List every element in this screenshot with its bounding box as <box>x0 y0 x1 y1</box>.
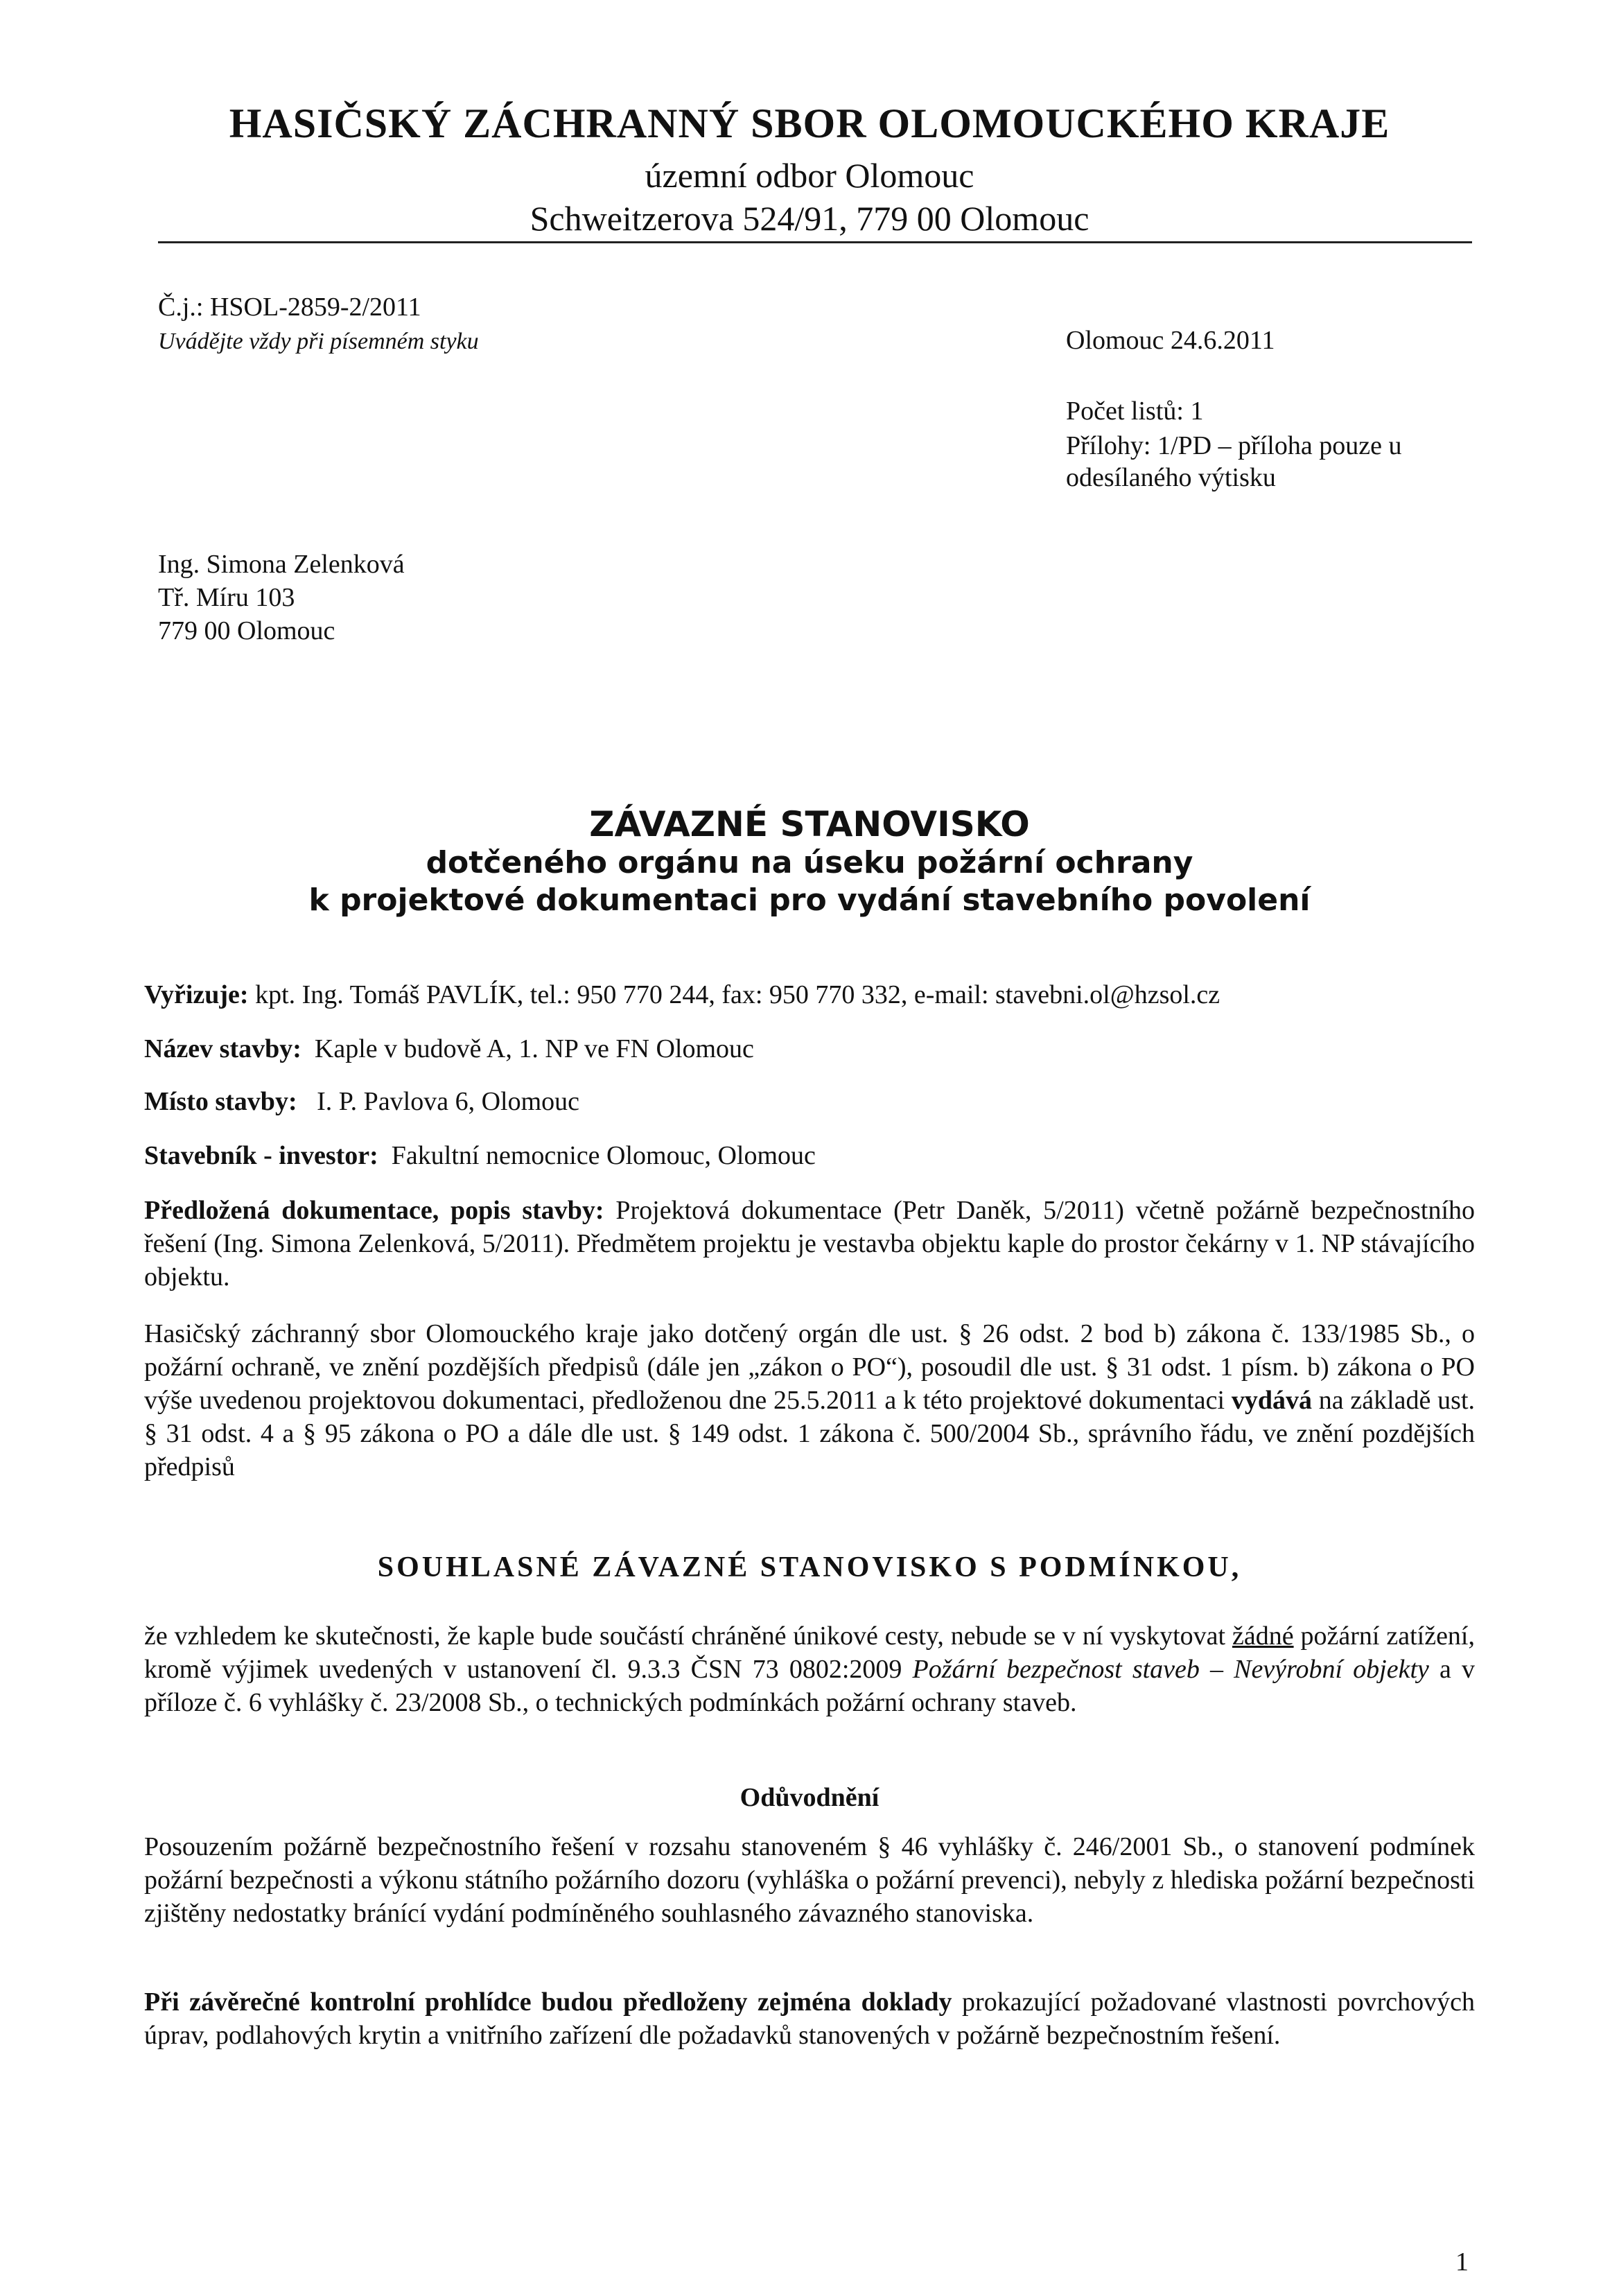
attachments: Přílohy: 1/PD – příloha pouze u odesílaného výtisku <box>1066 431 1402 492</box>
handler-value: kpt. Ing. Tomáš PAVLÍK, tel.: 950 770 244, fax: 950 770 332, e-mail: stavebni.ol@hzsol.cz <box>255 980 1220 1009</box>
building-site-line <box>144 1086 1475 1117</box>
legal-basis-text-b: na základě ust. § 31 odst. 4 a § 95 zákona o PO a dále dle ust. § 149 odst. 1 zákona č. 500/2004 Sb., správního řádu, ve znění pozdějších předpisů <box>144 1386 1476 1481</box>
title-line-2: dotčeného orgánu na úseku požární ochrany <box>426 845 1193 880</box>
legal-basis-issues: vydává <box>1231 1386 1312 1415</box>
justification-paragraph: Posouzením požárně bezpečnostního řešení v rozsahu stanoveném § 46 vyhlášky č. 246/2001 Sb., o stanovení podmínek požární bezpečnosti a výkonu státního požárního dozoru (vyhláška o požární prevenci), nebyly z hlediska požární bezpečnosti zjištěny nedostatky bránící vydání podmíněného souhlasného závazného stanoviska. <box>144 1832 1475 1928</box>
condition-paragraph <box>144 1619 1475 1719</box>
handler-label: Vyřizuje: <box>144 980 249 1009</box>
legal-basis-paragraph <box>144 1317 1475 1484</box>
organization-address: Schweitzerova 524/91, 779 00 Olomouc <box>530 199 1089 238</box>
condition-underlined: žádné <box>1232 1621 1294 1651</box>
documentation-text: Projektová dokumentace (Petr Daněk, 5/2011) včetně požárně bezpečnostního řešení (Ing. Simona Zelenková, 5/2011). Předmětem projektu je vestavba objektu kaple do prostor čekárny v 1. NP stávajícího objektu. <box>144 1196 1475 1292</box>
organization-department: územní odbor Olomouc <box>645 156 974 195</box>
recipient-name: Ing. Simona Zelenková <box>158 550 405 579</box>
documentation-label: Předložená dokumentace, popis stavby: <box>144 1196 604 1225</box>
organization-name: HASIČSKÝ ZÁCHRANNÝ SBOR OLOMOUCKÉHO KRAJE <box>229 101 1390 146</box>
final-inspection-bold: Při závěrečné kontrolní prohlídce budou předloženy zejména doklady <box>144 1988 952 2017</box>
final-inspection-paragraph <box>144 1985 1475 2052</box>
investor-line <box>144 1140 1475 1172</box>
condition-text-b: požární zatížení, kromě výjimek uvedených v ustanovení čl. 9.3.3 ČSN 73 0802:2009 <box>144 1621 1475 1684</box>
sheet-count: Počet listů: 1 <box>1066 397 1204 426</box>
legal-basis-text-a: Hasičský záchranný sbor Olomouckého kraje jako dotčený orgán dle ust. § 26 odst. 2 bod b) zákona č. 133/1985 Sb., o požární ochraně, ve znění pozdějších předpisů (dále jen „zákon o PO“), posoudil dle ust. § 31 odst. 1 písm. b) zákona o PO výše uvedenou projektovou dokumentaci, předloženou dne 25.5.2011 a k této projektové dokumentaci <box>144 1319 1475 1415</box>
final-inspection-text: prokazující požadované vlastnosti povrchových úprav, podlahových krytin a vnitřního zařízení dle požadavků stanovených v požárně bezpečnostním řešení. <box>144 1988 1476 2050</box>
decision-heading: SOUHLASNÉ ZÁVAZNÉ STANOVISKO S PODMÍNKOU, <box>377 1551 1242 1583</box>
document-date: Olomouc 24.6.2011 <box>1066 326 1275 355</box>
recipient-city: 779 00 Olomouc <box>158 616 335 645</box>
building-label: Název stavby: <box>144 1034 301 1063</box>
investor-label: Stavebník - investor: <box>144 1141 378 1170</box>
reference-note: Uvádějte vždy při písemném styku <box>158 329 479 354</box>
page-number: 1 <box>1455 2247 1469 2277</box>
handler-line <box>144 979 1475 1011</box>
building-name-line <box>144 1033 1475 1065</box>
title-line-3: k projektové dokumentaci pro vydání stavebního povolení <box>308 882 1311 918</box>
condition-text-c: a v příloze č. 6 vyhlášky č. 23/2008 Sb., o technických podmínkách požární ochrany staveb. <box>144 1655 1475 1717</box>
site-value: I. P. Pavlova 6, Olomouc <box>317 1087 580 1116</box>
investor-value: Fakultní nemocnice Olomouc, Olomouc <box>391 1141 816 1170</box>
building-value: Kaple v budově A, 1. NP ve FN Olomouc <box>314 1034 754 1063</box>
recipient-street: Tř. Míru 103 <box>158 583 295 612</box>
condition-text-a: že vzhledem ke skutečnosti, že kaple bude součástí chráněné únikové cesty, nebude se v ní vyskytovat <box>144 1621 1226 1651</box>
documentation-paragraph <box>144 1194 1475 1294</box>
condition-standard-title: Požární bezpečnost staveb – Nevýrobní objekty <box>912 1655 1429 1684</box>
recipient-address <box>158 548 405 647</box>
reference-number: Č.j.: HSOL-2859-2/2011 <box>158 293 421 322</box>
justification-heading: Odůvodnění <box>740 1783 879 1812</box>
site-label: Místo stavby: <box>144 1087 297 1116</box>
title-main: ZÁVAZNÉ STANOVISKO <box>589 804 1030 844</box>
header-divider <box>158 241 1472 243</box>
document-title <box>0 804 1619 919</box>
